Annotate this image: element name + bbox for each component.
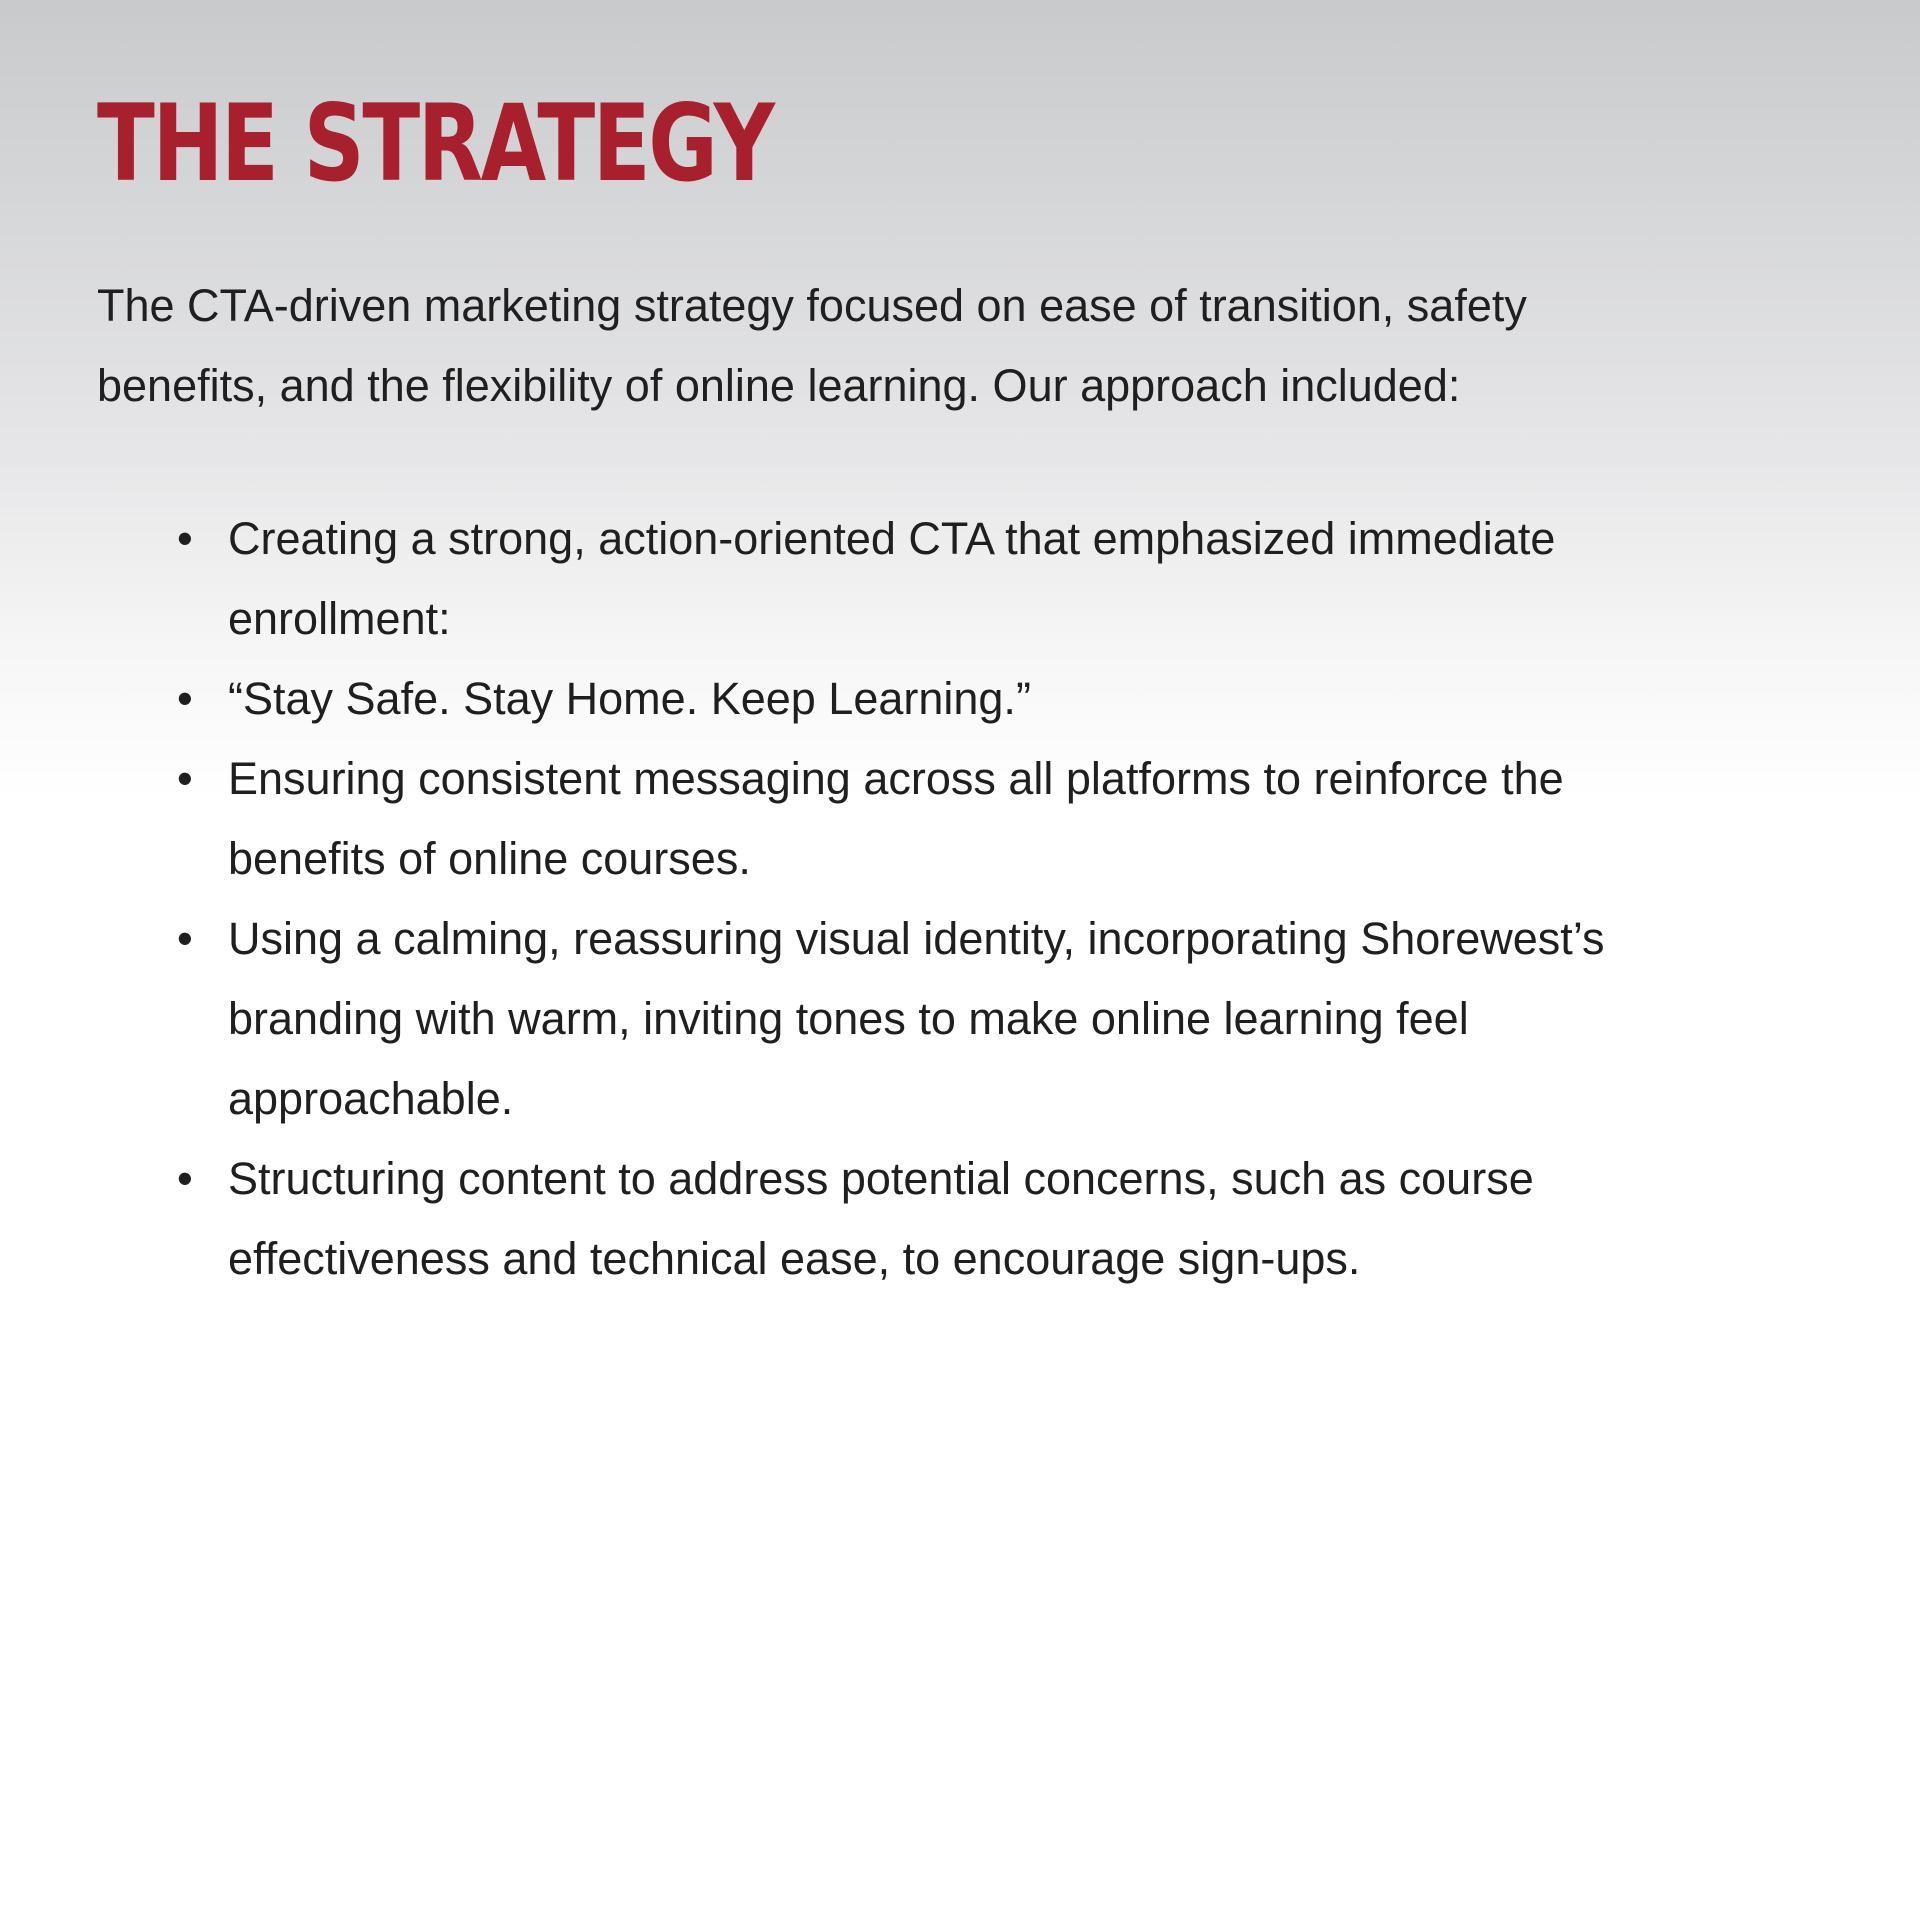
intro-paragraph: The CTA-driven marketing strategy focused on ease of transition, safety benefits, and the flexibility of online learning. Our approach included: [97,280,1527,411]
list-item-text: “Stay Safe. Stay Home. Keep Learning.” [228,673,1031,724]
list-item-text: Using a calming, reassuring visual identity, incorporating Shorewest’s branding with warm, inviting tones to make online learning feel approachable. [228,913,1605,1124]
list-item [177,659,1628,739]
bullet-icon: • [177,673,193,724]
list-item-text: Ensuring consistent messaging across all platforms to reinforce the benefits of online courses. [228,753,1564,884]
list-item-text: Creating a strong, action-oriented CTA that emphasized immediate enrollment: [228,513,1556,644]
list-item-text: Structuring content to address potential concerns, such as course effectiveness and technical ease, to encourage sign-ups. [228,1153,1534,1284]
bullet-icon: • [177,753,193,804]
bullet-icon: • [177,513,193,564]
bullet-icon: • [177,1153,193,1204]
bullet-icon: • [177,913,193,964]
list-item [177,899,1628,1139]
list-item [177,739,1628,899]
page-title: THE STRATEGY [97,82,773,205]
approach-list [97,499,1628,1299]
list-item [177,499,1628,659]
list-item [177,1139,1628,1299]
strategy-page [97,84,1697,1299]
